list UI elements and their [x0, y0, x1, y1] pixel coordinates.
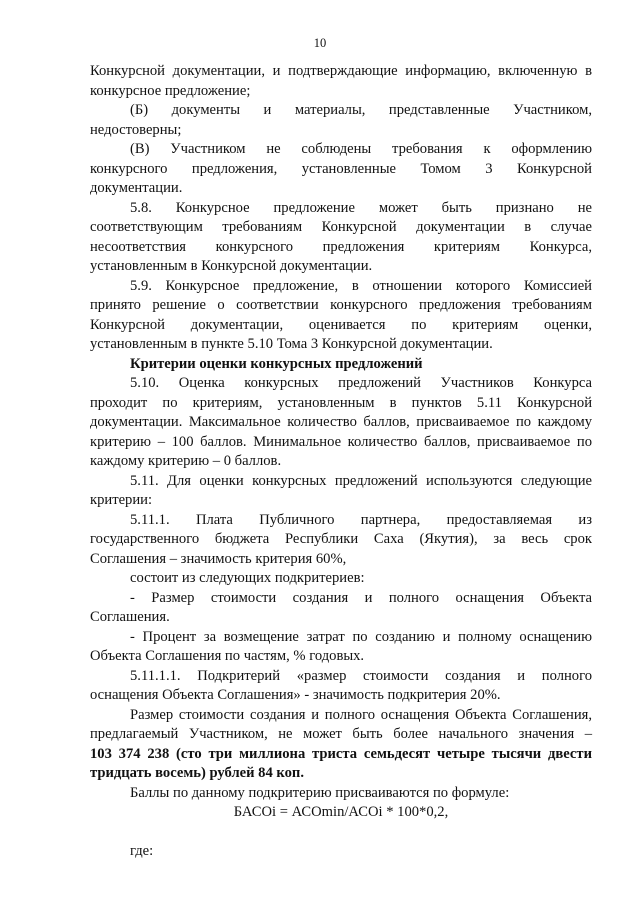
- text-line-bold: 103 374 238 (сто три миллиона триста семьдесят четыре тысячи двести: [90, 745, 592, 762]
- text-line: (Б) документы и материалы, представленные Участником,: [130, 102, 592, 118]
- text-line: документации.: [90, 180, 183, 196]
- text-line: критерии:: [90, 492, 153, 508]
- text-line: 5.11. Для оценки конкурсных предложений используются следующие: [130, 472, 592, 489]
- text-line: [90, 823, 592, 843]
- text-line: проходит по критериям, установленным в пунктов 5.11 Конкурсной: [90, 394, 592, 411]
- text-line: установленным в пункте 5.10 Тома 3 Конкурсной документации.: [90, 336, 493, 352]
- text-line: критерию – 100 баллов. Минимальное количество баллов, присваиваемое по: [90, 433, 592, 450]
- text-line: Конкурсной документации, оценивается по критериям оценки,: [90, 316, 592, 333]
- text-line: государственного бюджета Республики Саха (Якутия), за весь срок: [90, 531, 592, 547]
- text-line: где:: [130, 843, 154, 859]
- text-line: Конкурсной документации, и подтверждающие информацию, включенную в: [90, 63, 592, 79]
- text-line: (В) Участником не соблюдены требования к оформлению: [130, 141, 592, 157]
- text-line: предлагаемый Участником, не может быть более начального значения –: [90, 726, 592, 742]
- text-line: несоответствия конкурсного предложения критериям Конкурса,: [90, 238, 592, 255]
- text-line: оснащения Объекта Соглашения» - значимость подкритерия 20%.: [90, 687, 501, 703]
- text-line: соответствующим требованиям Конкурсной документации в случае: [90, 219, 592, 235]
- text-line: недостоверны;: [90, 121, 182, 138]
- document-body: [90, 62, 592, 862]
- text-line: 5.8. Конкурсное предложение может быть признано не: [130, 199, 592, 216]
- text-line: Соглашения.: [90, 609, 170, 625]
- text-line: Соглашения – значимость критерия 60%,: [90, 550, 347, 567]
- text-line: Объекта Соглашения по частям, % годовых.: [90, 648, 365, 664]
- text-line: 5.11.1. Плата Публичного партнера, предоставляемая из: [130, 511, 592, 528]
- text-line: конкурсное предложение;: [90, 82, 251, 99]
- text-line: каждому критерию – 0 баллов.: [90, 453, 282, 469]
- text-line: БАСОi = АСОmin/АСОi * 100*0,2,: [233, 804, 449, 820]
- text-line: конкурсного предложения, установленные Томом 3 Конкурсной: [90, 160, 592, 177]
- text-line: - Процент за возмещение затрат по созданию и полному оснащению: [130, 628, 592, 645]
- page-number: 10: [313, 36, 327, 50]
- text-line: принято решение о соответствии конкурсного предложения требованиям: [90, 297, 592, 313]
- text-line: Баллы по данному подкритерию присваиваются по формуле:: [130, 784, 510, 801]
- text-line: 5.10. Оценка конкурсных предложений Участников Конкурса: [130, 375, 592, 391]
- text-line: - Размер стоимости создания и полного оснащения Объекта: [130, 589, 592, 606]
- text-line-bold: тридцать восемь) рублей 84 коп.: [90, 765, 304, 781]
- text-line: Размер стоимости создания и полного оснащения Объекта Соглашения,: [130, 706, 592, 723]
- text-line: документации. Максимальное количество баллов, присваиваемое по каждому: [90, 414, 592, 430]
- text-line: 5.11.1.1. Подкритерий «размер стоимости создания и полного: [130, 667, 592, 684]
- text-line: состоит из следующих подкритериев:: [130, 570, 365, 586]
- text-line-bold: Критерии оценки конкурсных предложений: [130, 355, 423, 372]
- text-line: установленным в Конкурсной документации.: [90, 258, 373, 274]
- text-line: 5.9. Конкурсное предложение, в отношении которого Комиссией: [130, 277, 592, 294]
